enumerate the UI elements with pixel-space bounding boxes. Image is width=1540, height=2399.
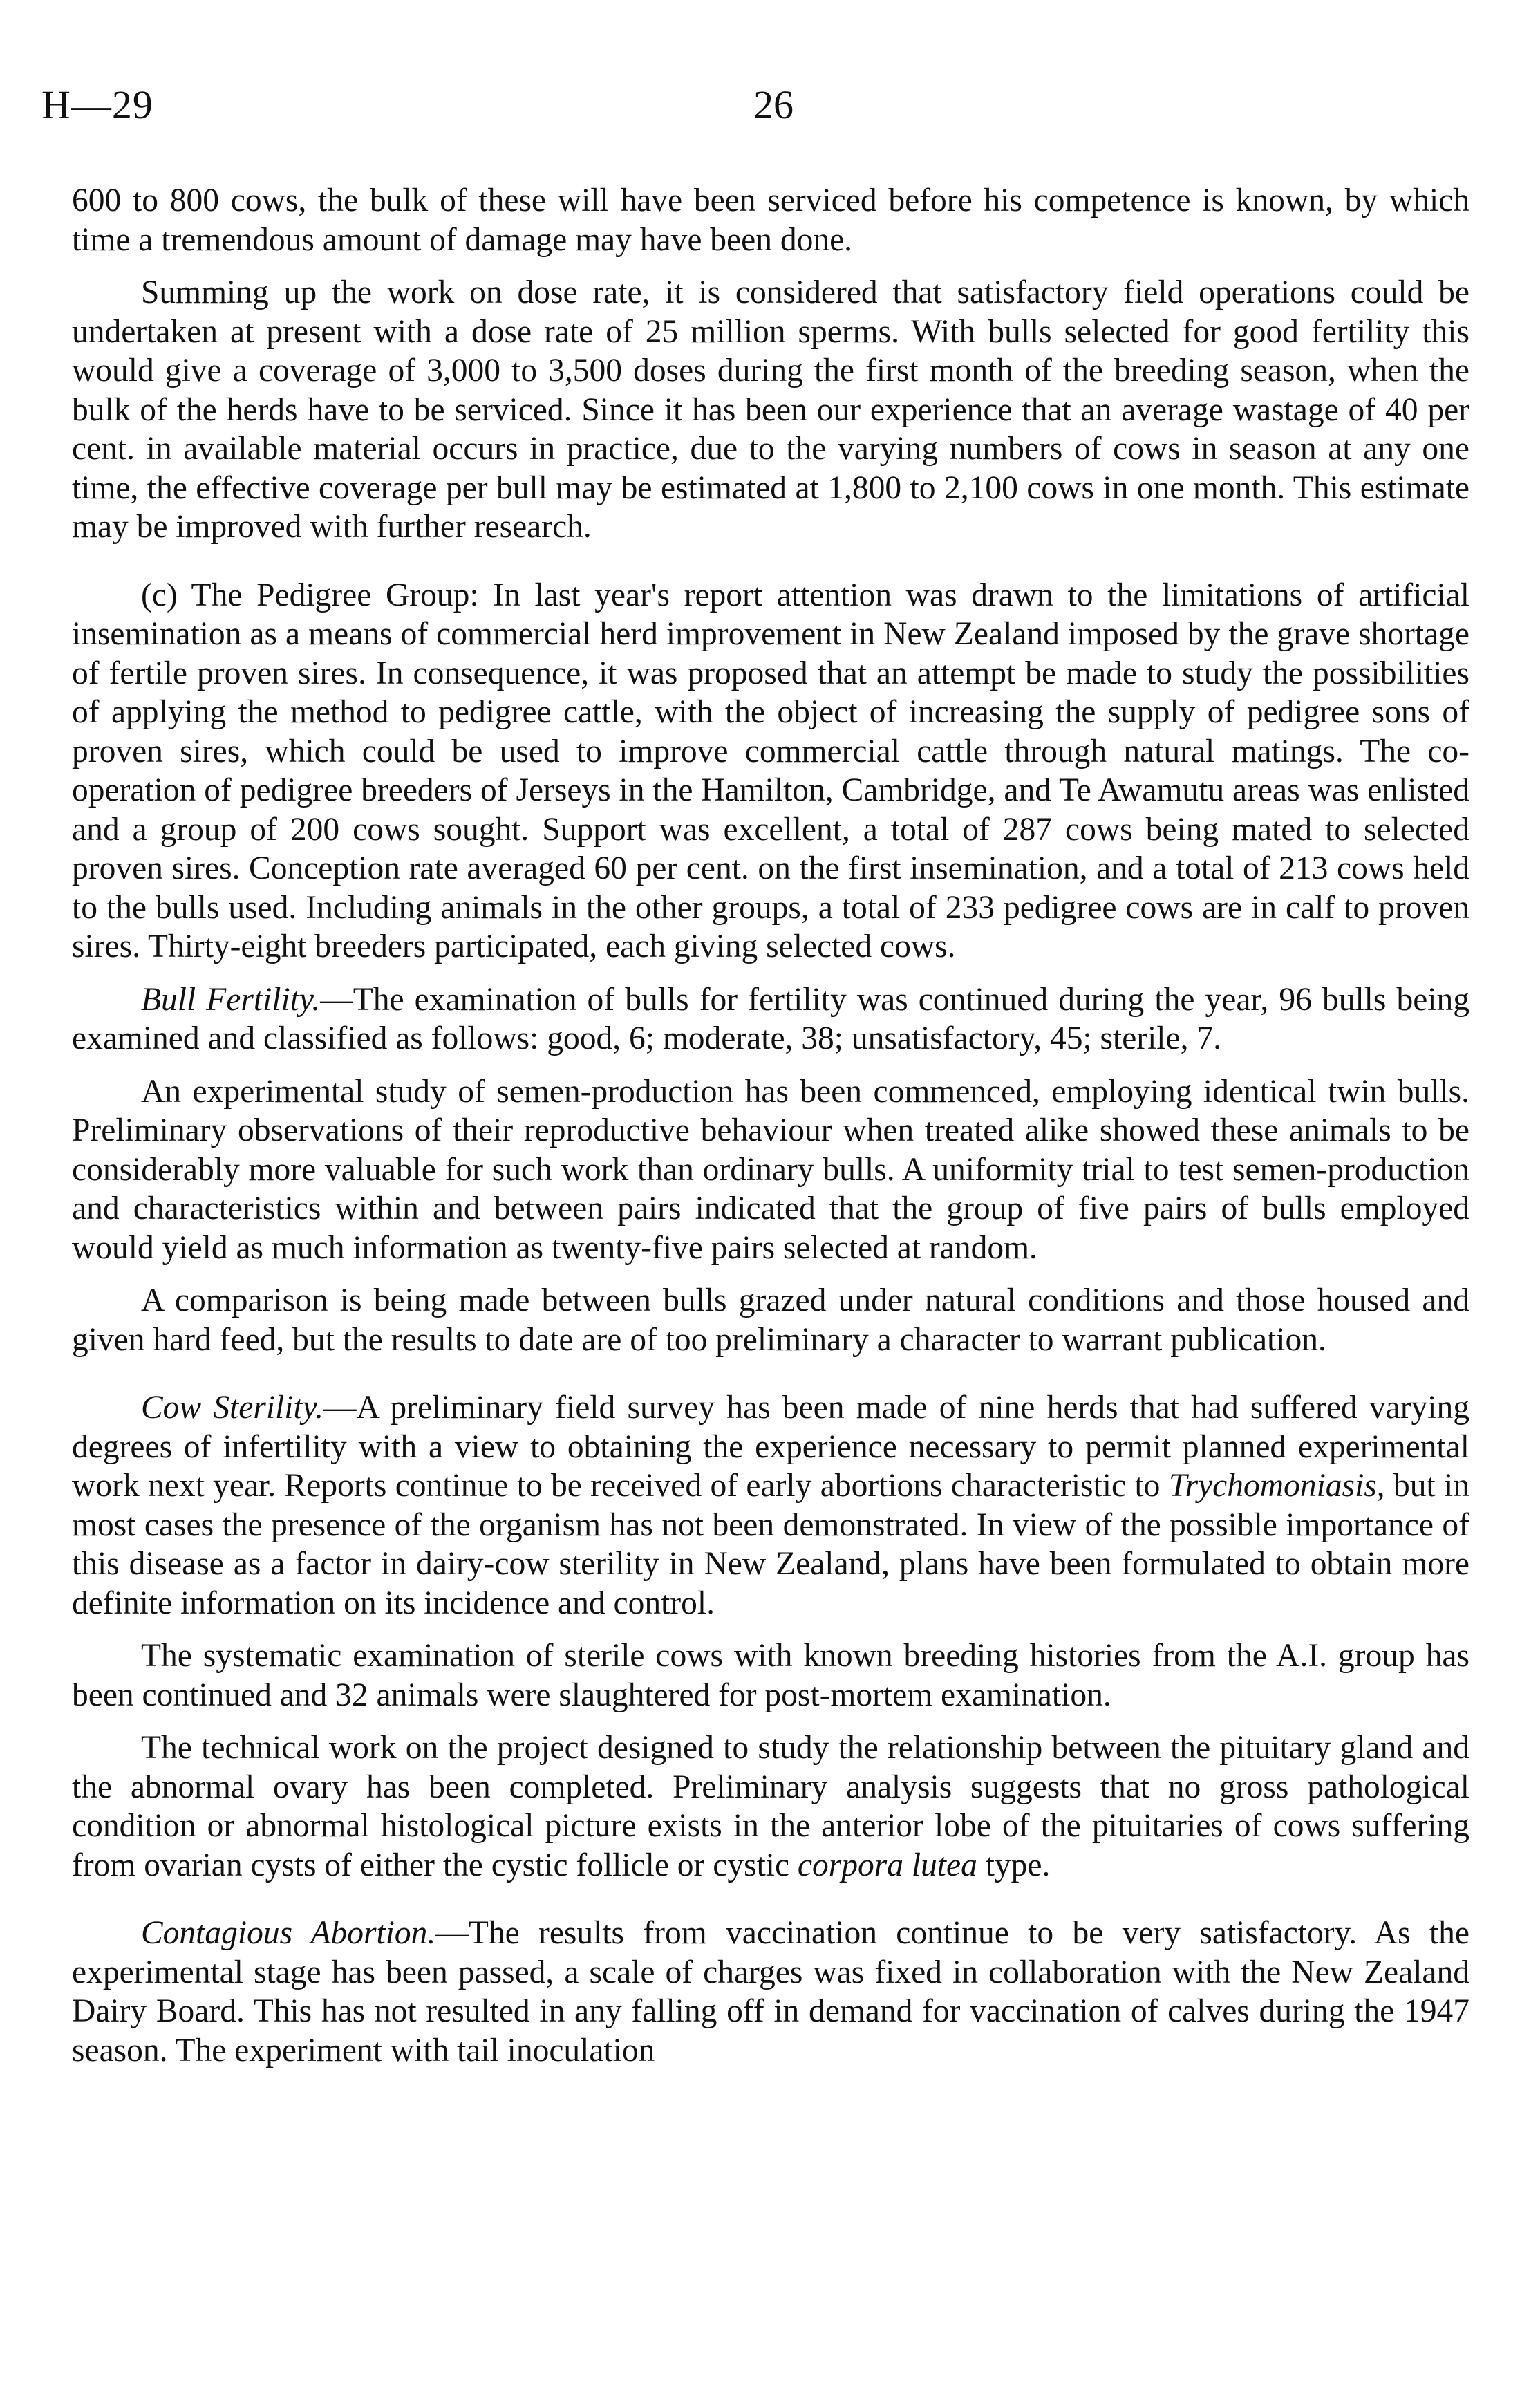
paragraph-cow-sterility	[72, 1388, 1469, 1623]
text-pituitary-a: The technical work on the project designed to study the relationship between the pituitary gland and the abnormal ovary has been completed. Preliminary analysis suggests that no gross pathological condition or abnormal histological picture exists in the anterior lobe of the pituitaries of cows suffering from ovarian cysts of either the cystic follicle or cystic	[72, 1730, 1469, 1883]
page-number: 26	[753, 82, 794, 127]
paragraph-continuation: 600 to 800 cows, the bulk of these will have been serviced before his competence is known, by which time a tremendous amount of damage may have been done.	[72, 183, 1469, 258]
text-cow-sterility-b: but in most cases the presence of the organism has not been demonstrated. In view of the possible importance of this disease as a factor in dairy-cow sterility in New Zealand, plans have been formulated to obtain more definite information on its incidence and control.	[72, 1468, 1469, 1621]
page-header	[0, 82, 1540, 137]
text-bull-fertility: —The examination of bulls for fertility was continued during the year, 96 bulls being examined and classified as follows: good, 6; moderate, 38; unsatisfactory, 45; sterile, 7.	[72, 981, 1469, 1056]
paragraph-contagious-abortion	[72, 1914, 1469, 2070]
heading-contagious-abortion: Contagious Abortion.	[141, 1915, 436, 1951]
heading-cow-sterility: Cow Sterility.	[141, 1390, 323, 1426]
paragraph-pituitary	[72, 1728, 1469, 1885]
paragraph-systematic-examination: The systematic examination of sterile cows with known breeding histories from the A.I. group has been continued and 32 animals were slaughtered for post-mortem examination.	[72, 1638, 1469, 1713]
heading-bull-fertility: Bull Fertility.	[141, 981, 321, 1018]
report-reference: H—29	[41, 82, 153, 127]
page-body	[72, 181, 1469, 2084]
paragraph-dose-rate: Summing up the work on dose rate, it is considered that satisfactory field operations could be undertaken at present with a dose rate of 25 million sperms. With bulls selected for good fertility this would give a coverage of 3,000 to 3,500 doses during the first month of the breeding season, when the bulk of the herds have to be serviced. Since it has been our experience that an average wastage of 40 per cent. in available material occurs in practice, due to the varying numbers of cows in season at any one time, the effective coverage per bull may be estimated at 1,800 to 2,100 cows in one month. This estimate may be improved with further research.	[72, 274, 1469, 545]
paragraph-pedigree-group: (c) The Pedigree Group: In last year's report attention was drawn to the limitations of artificial insemination as a means of commercial herd improvement in New Zealand imposed by the grave shortage of fertile proven sires. In consequence, it was proposed that an attempt be made to study the possibilities of applying the method to pedigree cattle, with the object of increasing the supply of pedigree sons of proven sires, which could be used to improve commercial cattle through natural matings. The co-operation of pedigree breeders of Jerseys in the Hamilton, Cambridge, and Te Awamutu areas was enlisted and a group of 200 cows sought. Support was excellent, a total of 287 cows being mated to selected proven sires. Conception rate averaged 60 per cent. on the first insemination, and a total of 213 cows held to the bulls used. Including animals in the other groups, a total of 233 pedigree cows are in calf to proven sires. Thirty-eight breeders participated, each giving selected cows.	[72, 577, 1469, 964]
term-trychomoniasis: Trychomoniasis,	[1168, 1468, 1385, 1504]
text-pituitary-b: type.	[977, 1847, 1051, 1883]
paragraph-comparison: A comparison is being made between bulls grazed under natural conditions and those housed and given hard feed, but the results to date are of too preliminary a character to warrant publication.	[72, 1282, 1469, 1358]
text-contagious-abortion: —The results from vaccination continue to be very satisfactory. As the experimental stage has been passed, a scale of charges was fixed in collaboration with the New Zealand Dairy Board. This has not resulted in any falling off in demand for vaccination of calves during the 1947 season. The experiment with tail inoculation	[72, 1915, 1469, 2069]
text-cow-sterility-a: —A preliminary field survey has been made of nine herds that had suffered varying degrees of infertility with a view to obtaining the experience necessary to permit planned experimental work next year. Reports continue to be received of early abortions characteristic to	[72, 1390, 1469, 1504]
term-corpora-lutea: corpora lutea	[797, 1847, 977, 1883]
paragraph-semen-production: An experimental study of semen-production has been commenced, employing identical twin bulls. Preliminary observations of their reproductive behaviour when treated alike showed these animals to be considerably more valuable for such work than ordinary bulls. A uniformity trial to test semen-production and characteristics within and between pairs indicated that the group of five pairs of bulls employed would yield as much information as twenty-five pairs selected at random.	[72, 1073, 1469, 1266]
paragraph-bull-fertility	[72, 980, 1469, 1058]
